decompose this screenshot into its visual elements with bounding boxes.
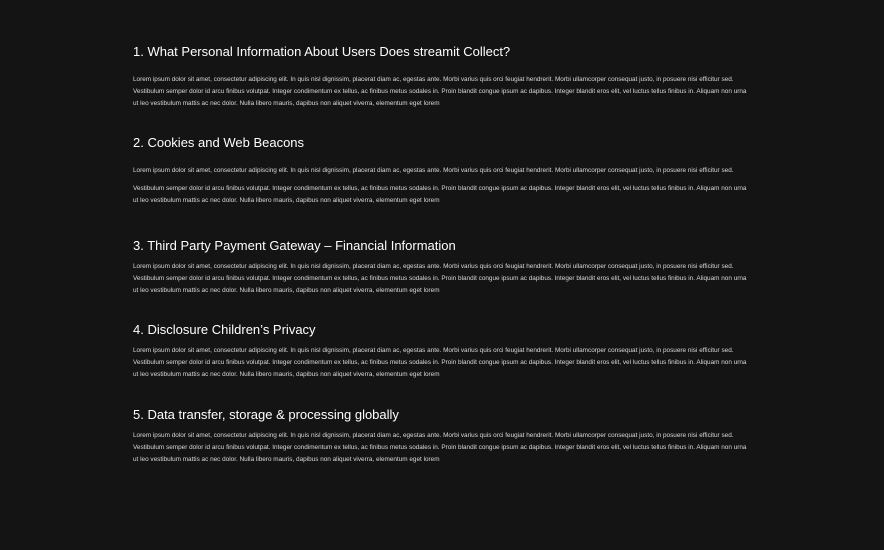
section-heading: 2. Cookies and Web Beacons [133,135,305,150]
section-heading: 3. Third Party Payment Gateway – Financial Information [133,238,456,253]
section-payment-gateway [133,238,753,297]
section-data-transfer [133,407,753,466]
section-paragraph: Lorem ipsum dolor sit amet, consectetur adipiscing elit. In quis nisl dignissim, placerat diam ac, egestas ante. Morbi varius quis orci feugiat hendrerit. Morbi ullamcorper consequat justo, in posuere nisi efficitur sed. Vestibulum semper dolor id arcu finibus volutpat. Integer condimentum ex tellus, ac finibus metus sodales in. Proin blandit congue ipsum ac dapibus. Integer blandit eros elit, vel luctus tellus finibus in. Aliquam non urna ut leo vestibulum mattis ac nec dolor. Nulla libero mauris, dapibus non aliquet viverra, elementum eget lorem [133,263,747,295]
section-childrens-privacy [133,322,753,381]
section-paragraph: Vestibulum semper dolor id arcu finibus volutpat. Integer condimentum ex tellus, ac finibus metus sodales in. Proin blandit congue ipsum ac dapibus. Integer blandit eros elit, vel luctus tellus finibus in. Aliquam non urna ut leo vestibulum mattis ac nec dolor. Nulla libero mauris, dapibus non aliquet viverra, elementum eget lorem [133,185,747,205]
section-personal-information [133,44,753,110]
section-heading: 4. Disclosure Children’s Privacy [133,322,316,337]
section-heading: 1. What Personal Information About Users Does streamit Collect? [133,44,511,59]
section-paragraph: Lorem ipsum dolor sit amet, consectetur adipiscing elit. In quis nisl dignissim, placerat diam ac, egestas ante. Morbi varius quis orci feugiat hendrerit. Morbi ullamcorper consequat justo, in posuere nisi efficitur sed. [133,167,734,174]
section-paragraph: Lorem ipsum dolor sit amet, consectetur adipiscing elit. In quis nisl dignissim, placerat diam ac, egestas ante. Morbi varius quis orci feugiat hendrerit. Morbi ullamcorper consequat justo, in posuere nisi efficitur sed. Vestibulum semper dolor id arcu finibus volutpat. Integer condimentum ex tellus, ac finibus metus sodales in. Proin blandit congue ipsum ac dapibus. Integer blandit eros elit, vel luctus tellus finibus in. Aliquam non urna ut leo vestibulum mattis ac nec dolor. Nulla libero mauris, dapibus non aliquet viverra, elementum eget lorem [133,432,747,464]
section-paragraph: Lorem ipsum dolor sit amet, consectetur adipiscing elit. In quis nisl dignissim, placerat diam ac, egestas ante. Morbi varius quis orci feugiat hendrerit. Morbi ullamcorper consequat justo, in posuere nisi efficitur sed. Vestibulum semper dolor id arcu finibus volutpat. Integer condimentum ex tellus, ac finibus metus sodales in. Proin blandit congue ipsum ac dapibus. Integer blandit eros elit, vel luctus tellus finibus in. Aliquam non urna ut leo vestibulum mattis ac nec dolor. Nulla libero mauris, dapibus non aliquet viverra, elementum eget lorem [133,347,747,379]
section-paragraph: Lorem ipsum dolor sit amet, consectetur adipiscing elit. In quis nisl dignissim, placerat diam ac, egestas ante. Morbi varius quis orci feugiat hendrerit. Morbi ullamcorper consequat justo, in posuere nisi efficitur sed. Vestibulum semper dolor id arcu finibus volutpat. Integer condimentum ex tellus, ac finibus metus sodales in. Proin blandit congue ipsum ac dapibus. Integer blandit eros elit, vel luctus tellus finibus in. Aliquam non urna ut leo vestibulum mattis ac nec dolor. Nulla libero mauris, dapibus non aliquet viverra, elementum eget lorem [133,76,747,108]
section-heading: 5. Data transfer, storage & processing globally [133,407,399,422]
section-cookies [133,135,753,207]
